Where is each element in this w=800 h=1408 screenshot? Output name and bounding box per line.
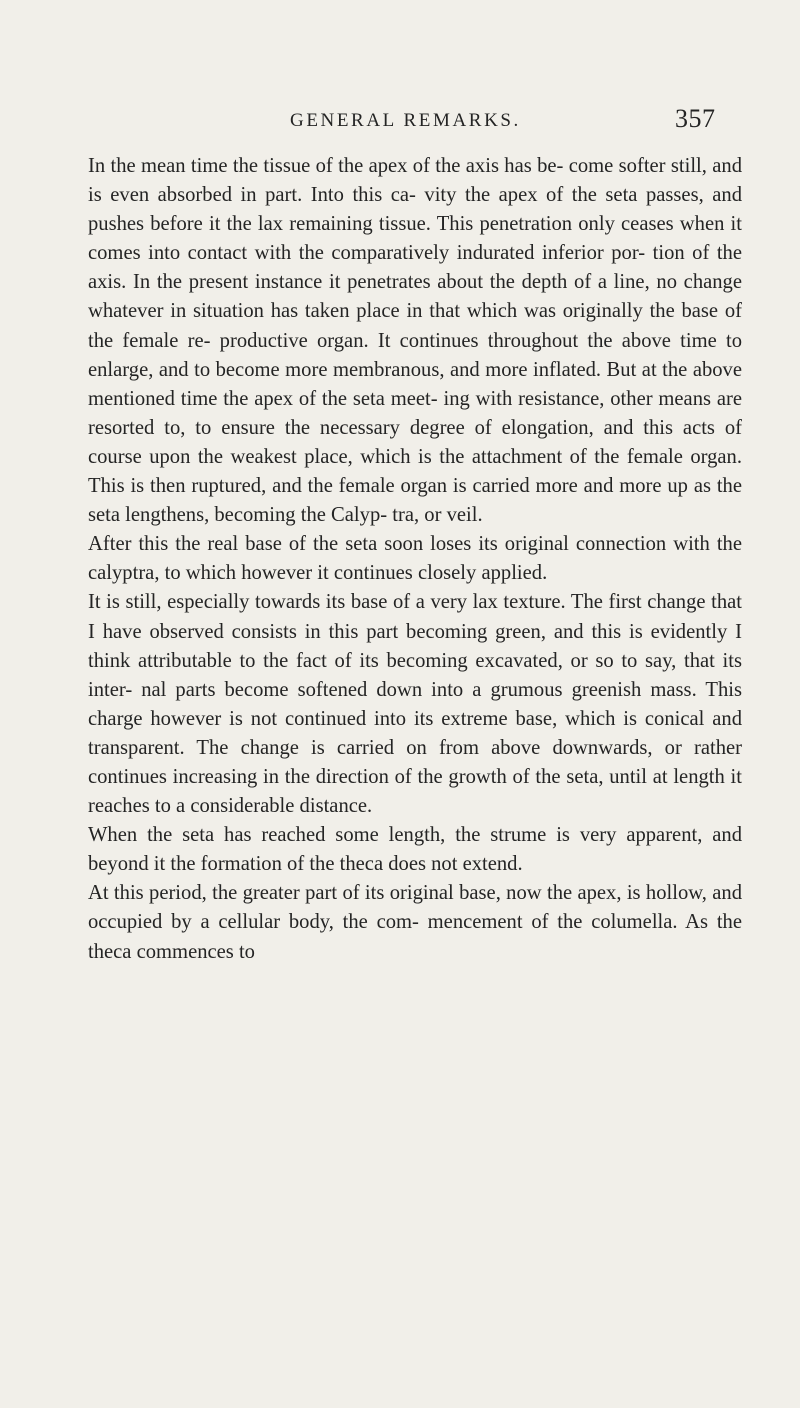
paragraph-2: After this the real base of the seta soon loses its original connection with the calyptra, to which however it continues closely applied. xyxy=(88,533,742,585)
running-head-title: GENERAL REMARKS. xyxy=(290,110,521,131)
paragraph-3: It is still, especially towards its base of a very lax texture. The first change that I have observed consists in this part becoming green, and this is evidently I think attributable to the fact of its becoming excavated, or so to say, that its inter- nal parts become softened down into a grumous greenish mass. This charge however is not continued into its extreme base, which is conical and transparent. The change is carried on from above downwards, or rather continues increasing in the direction of the growth of the seta, until at length it reaches to a considerable distance. xyxy=(88,591,742,818)
running-head xyxy=(0,104,800,138)
paragraph-1: In the mean time the tissue of the apex of the axis has be- come softer still, and is even absorbed in part. Into this ca- vity the apex of the seta passes, and pushes before it the lax remaining tissue. This penetration only ceases when it comes into contact with the comparatively indurated inferior por- tion of the axis. In the present instance it penetrates about the depth of a line, no change whatever in situation has taken place in that which was originally the base of the female re- productive organ. It continues throughout the above time to enlarge, and to become more membranous, and more inflated. But at the above mentioned time the apex of the seta meet- ing with resistance, other means are resorted to, to ensure the necessary degree of elongation, and this acts of course upon the weakest place, which is the attachment of the female organ. This is then ruptured, and the female organ is carried more and more up as the seta lengthens, becoming the Calyp- tra, or veil. xyxy=(88,155,742,527)
body-text xyxy=(88,152,742,967)
paragraph-4: When the seta has reached some length, the strume is very apparent, and beyond it the formation of the theca does not extend. xyxy=(88,824,742,876)
page-number: 357 xyxy=(675,104,716,133)
paragraph-5: At this period, the greater part of its original base, now the apex, is hollow, and occupied by a cellular body, the com- mencement of the columella. As the theca commences to xyxy=(88,882,742,963)
